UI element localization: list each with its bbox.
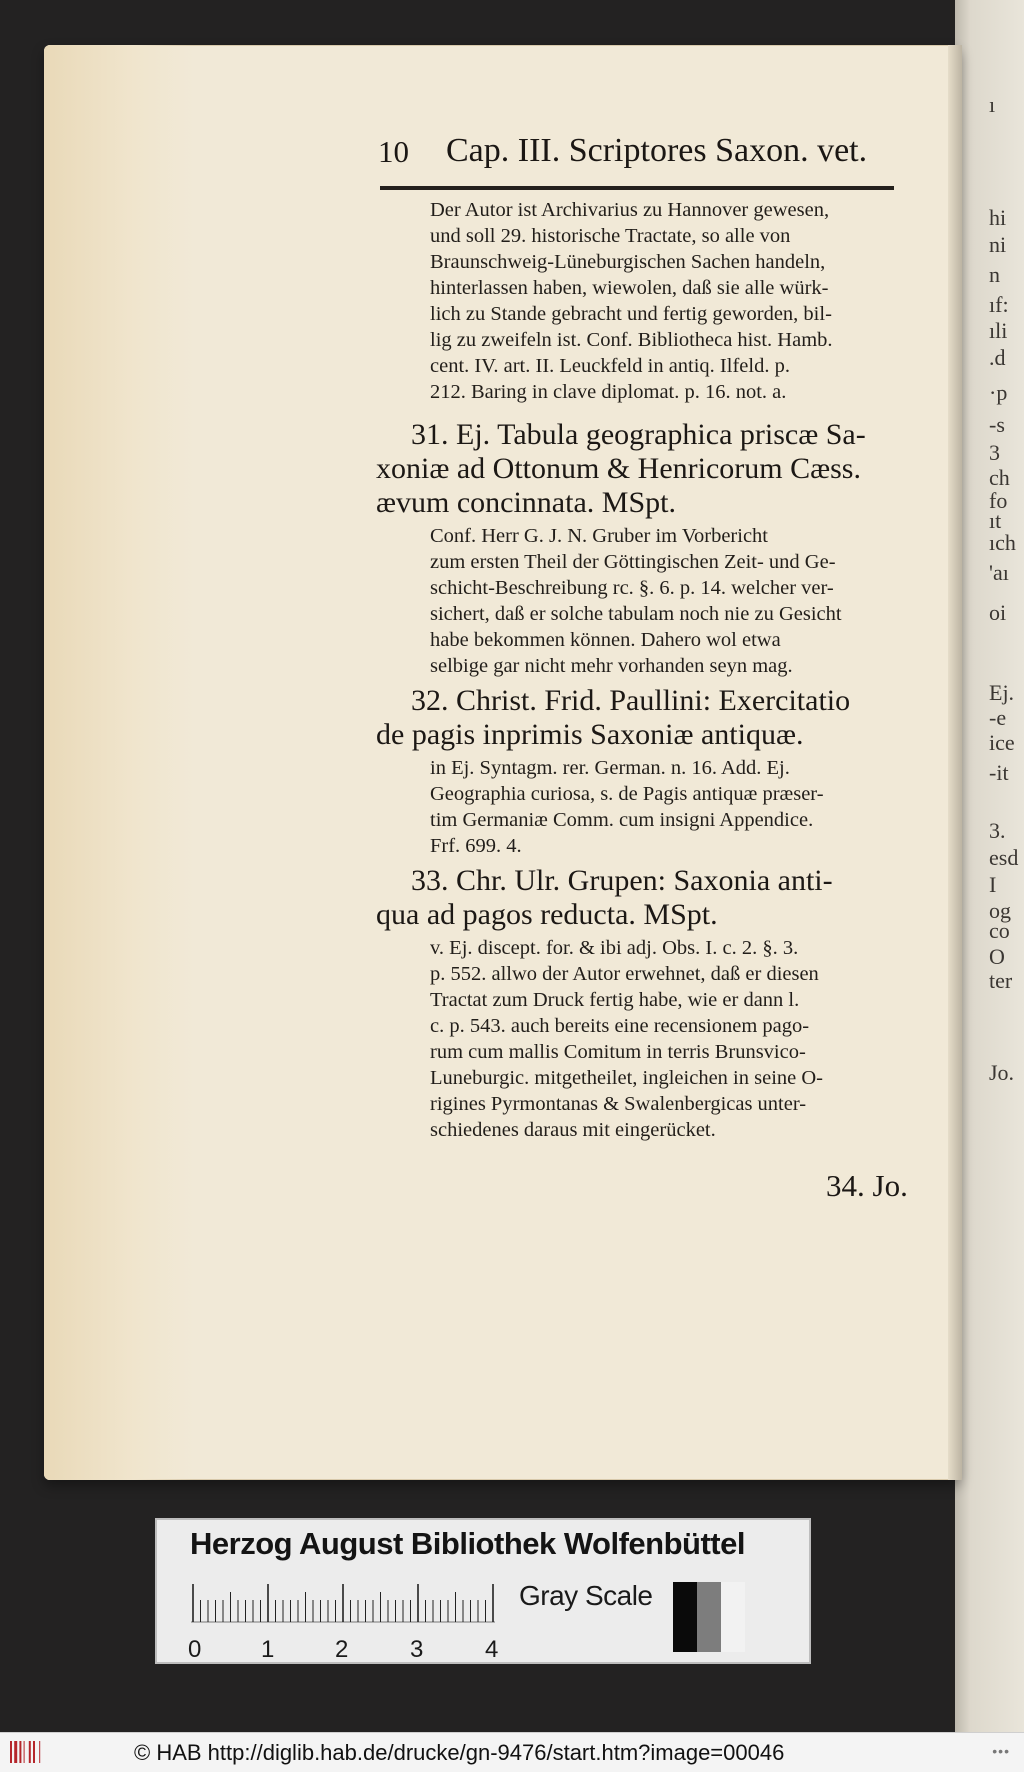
entry-33-note: v. Ej. discept. for. & ibi adj. Obs. I. c. 2. §. 3. [430, 937, 799, 959]
facing-page-fragment: -s [989, 412, 1005, 437]
entry-33-note: Tractat zum Druck fertig habe, wie er dann l. [430, 989, 800, 1011]
facing-page-fragment: esd [989, 845, 1019, 870]
facing-page-fragment: hi [989, 205, 1007, 230]
facing-page-fragment: -it [989, 760, 1009, 785]
page-gutter [948, 45, 962, 1480]
facing-page-fragment: ni [989, 232, 1007, 257]
facing-page-fragment: ıli [989, 318, 1008, 343]
page-edge-shading [44, 45, 194, 1480]
source-url[interactable]: © HAB http://diglib.hab.de/drucke/gn-9476/start.htm?image=00046 [134, 1740, 785, 1765]
facing-page-fragment: I [989, 872, 997, 897]
facing-page-fragment: og [989, 898, 1011, 923]
facing-page-fragment: ıf: [989, 292, 1009, 317]
entry-33-note: Luneburgic. mitgetheilet, ingleichen in seine O- [430, 1067, 823, 1089]
entry-31-note: zum ersten Theil der Göttingischen Zeit- und Ge- [430, 551, 836, 573]
facing-page-fragment: fo [989, 488, 1008, 513]
facing-page-fragment: ch [989, 465, 1010, 490]
facing-page-fragment: .d [989, 345, 1006, 370]
ruler-label: 2 [335, 1636, 349, 1663]
entry-33-heading: 33. Chr. Ulr. Grupen: Saxonia anti- [411, 864, 833, 897]
body-line: cent. IV. art. II. Leuckfeld in antiq. Ilfeld. p. [430, 355, 790, 377]
body-line: Der Autor ist Archivarius zu Hannover gewesen, [430, 199, 830, 221]
ruler-label: 1 [261, 1636, 275, 1663]
entry-33-heading: qua ad pagos reducta. MSpt. [376, 898, 718, 931]
page-number: 10 [378, 134, 409, 169]
entry-33-note: schiedenes daraus mit eingerücket. [430, 1119, 716, 1141]
facing-page-fragment: n [989, 262, 1000, 287]
facing-page-fragment: ı [989, 92, 996, 117]
facing-page-fragment: -e [989, 705, 1007, 730]
entry-33-note: rigines Pyrmontanas & Swalenbergicas unter- [430, 1093, 807, 1115]
gray-swatch-white [721, 1582, 745, 1652]
hab-barcode-logo-icon[interactable] [10, 1741, 46, 1763]
entry-31-note: Conf. Herr G. J. N. Gruber im Vorbericht [430, 525, 768, 547]
running-head: Cap. III. Scriptores Saxon. vet. [446, 132, 868, 169]
entry-32-note: Geographia curiosa, s. de Pagis antiquæ præser- [430, 783, 824, 805]
facing-page-fragment: 3 [989, 440, 1000, 465]
body-line: und soll 29. historische Tractate, so alle von [430, 225, 791, 247]
entry-31-note: schicht-Beschreibung rc. §. 6. p. 14. welcher ver- [430, 577, 834, 599]
facing-page-fragment: O [989, 944, 1005, 969]
facing-page-fragment: ter [989, 968, 1013, 993]
body-line: Braunschweig-Lüneburgischen Sachen handeln, [430, 251, 826, 273]
entry-33-note: rum cum mallis Comitum in terris Brunsvico- [430, 1041, 806, 1063]
facing-page-fragment: 3. [989, 818, 1006, 843]
entry-33-note: p. 552. allwo der Autor erwehnet, daß er diesen [430, 963, 819, 985]
ruler-label: 0 [188, 1636, 202, 1663]
entry-31-note: selbige gar nicht mehr vorhanden seyn mag. [430, 655, 793, 677]
facing-page-fragment: ıch [989, 530, 1016, 555]
facing-page-fragment: oi [989, 600, 1007, 625]
ruler-label: 3 [410, 1636, 424, 1663]
entry-32-heading: 32. Christ. Frid. Paullini: Exercitatio [411, 684, 851, 717]
body-line: hinterlassen haben, wiewolen, daß sie alle würk- [430, 277, 829, 299]
gray-swatch-mid [697, 1582, 721, 1652]
header-rule [380, 186, 894, 190]
gray-swatch-black [673, 1582, 697, 1652]
target-title: Herzog August Bibliothek Wolfenbüttel [190, 1526, 745, 1561]
gray-scale-label: Gray Scale [519, 1580, 653, 1611]
entry-32-note: in Ej. Syntagm. rer. German. n. 16. Add. Ej. [430, 757, 790, 779]
viewer-footer-bar [0, 1732, 1024, 1772]
more-options-icon[interactable]: ••• [992, 1743, 1010, 1759]
facing-page-fragment: Ej. [989, 680, 1015, 705]
facing-page-edge [955, 0, 1024, 1732]
entry-32-heading: de pagis inprimis Saxoniæ antiquæ. [376, 718, 804, 751]
facing-page-fragment: 'aı [989, 560, 1009, 585]
facing-page-fragment: ice [989, 730, 1015, 755]
body-line: lig zu zweifeln ist. Conf. Bibliotheca hist. Hamb. [430, 329, 833, 351]
facing-page-fragment: ·p [989, 380, 1008, 405]
entry-32-note: Frf. 699. 4. [430, 835, 522, 857]
entry-31-heading: xoniæ ad Ottonum & Henricorum Cæss. [376, 452, 861, 485]
catchword: 34. Jo. [826, 1168, 908, 1203]
color-target-card [155, 1518, 811, 1664]
body-line: lich zu Stande gebracht und fertig geworden, bil- [430, 303, 832, 325]
ruler-ticks [191, 1582, 495, 1636]
entry-31-note: habe bekommen können. Dahero wol etwa [430, 629, 781, 651]
entry-32-note: tim Germaniæ Comm. cum insigni Appendice. [430, 809, 814, 831]
facing-page-fragment: ıt [989, 508, 1002, 533]
entry-31-heading: 31. Ej. Tabula geographica priscæ Sa- [411, 418, 866, 451]
facing-page-fragment: Jo. [989, 1060, 1015, 1085]
entry-31-heading: ævum concinnata. MSpt. [376, 486, 676, 519]
body-line: 212. Baring in clave diplomat. p. 16. not. a. [430, 381, 787, 403]
entry-31-note: sichert, daß er solche tabulam noch nie zu Gesicht [430, 603, 842, 625]
entry-33-note: c. p. 543. auch bereits eine recensionem pago- [430, 1015, 810, 1037]
ruler-label: 4 [485, 1636, 499, 1663]
facing-page-fragment: co [989, 918, 1010, 943]
